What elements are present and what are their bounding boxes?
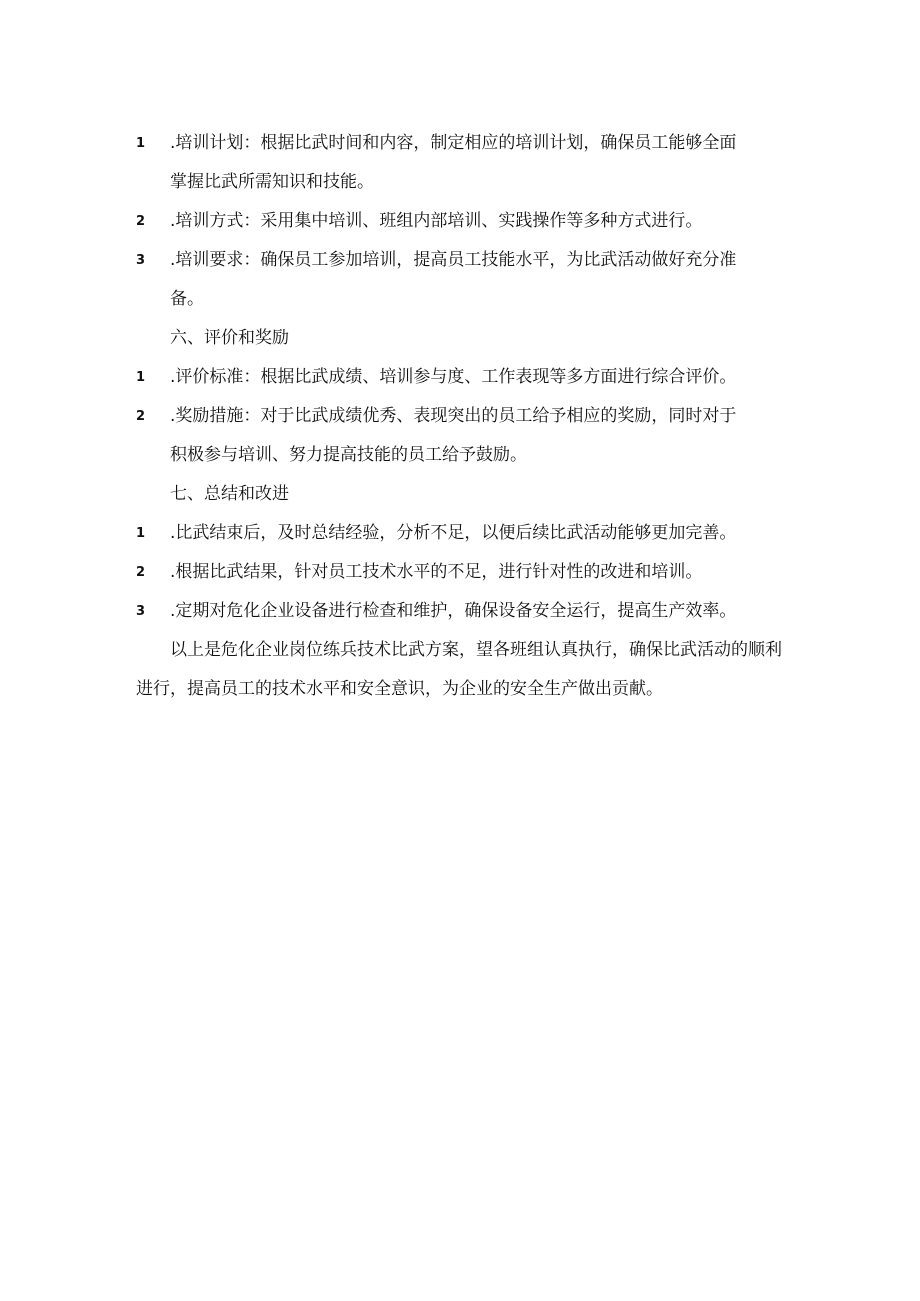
item-text-continuation: 积极参与培训、努力提高技能的员工给予鼓励。 xyxy=(170,445,527,465)
item-number: 2 xyxy=(136,565,146,580)
list-item xyxy=(136,202,792,241)
item-number: 2 xyxy=(136,409,146,424)
item-number: 2 xyxy=(136,214,146,229)
list-item xyxy=(136,358,792,397)
item-text: .根据比武结果，针对员工技术水平的不足，进行针对性的改进和培训。 xyxy=(170,562,703,582)
item-text: .评价标准：根据比武成绩、培训参与度、工作表现等多方面进行综合评价。 xyxy=(170,367,737,387)
item-text: .奖励措施：对于比武成绩优秀、表现突出的员工给予相应的奖励，同时对于 xyxy=(170,406,737,426)
list-item xyxy=(136,553,792,592)
item-number: 1 xyxy=(136,136,146,151)
item-text: .比武结束后，及时总结经验，分析不足，以便后续比武活动能够更加完善。 xyxy=(170,523,737,543)
item-number: 1 xyxy=(136,526,146,541)
document-body xyxy=(136,124,792,709)
item-text-continuation: 掌握比武所需知识和技能。 xyxy=(170,172,374,192)
item-text-continuation: 备。 xyxy=(170,289,204,309)
list-item xyxy=(136,397,792,475)
list-item xyxy=(136,514,792,553)
item-text: .培训要求：确保员工参加培训，提高员工技能水平，为比武活动做好充分准 xyxy=(170,250,737,270)
list-item xyxy=(136,241,792,319)
item-text: .培训计划：根据比武时间和内容，制定相应的培训计划，确保员工能够全面 xyxy=(170,133,737,153)
item-text: .培训方式：采用集中培训、班组内部培训、实践操作等多种方式进行。 xyxy=(170,211,703,231)
list-item xyxy=(136,124,792,202)
item-number: 3 xyxy=(136,604,146,619)
section-heading-evaluation: 六、评价和奖励 xyxy=(170,328,289,348)
item-number: 3 xyxy=(136,253,146,268)
conclusion-paragraph: 以上是危化企业岗位练兵技术比武方案，望各班组认真执行，确保比武活动的顺利进行，提高员工的技术水平和安全意识，为企业的安全生产做出贡献。 xyxy=(136,640,782,699)
list-item xyxy=(136,592,792,631)
item-number: 1 xyxy=(136,370,146,385)
section-heading-summary: 七、总结和改进 xyxy=(170,484,289,504)
item-text: .定期对危化企业设备进行检查和维护，确保设备安全运行，提高生产效率。 xyxy=(170,601,737,621)
